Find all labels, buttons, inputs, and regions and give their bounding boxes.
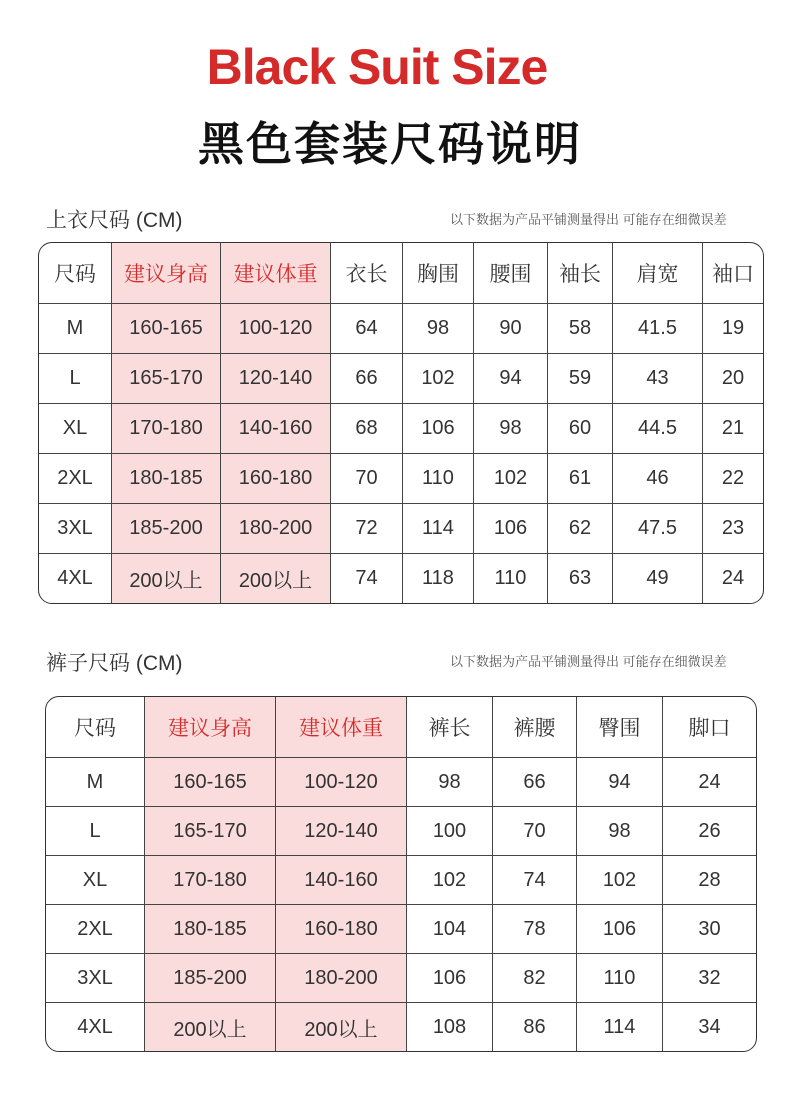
table-cell: 70 — [492, 807, 576, 855]
table-cell: 60 — [547, 404, 612, 453]
table-cell: 30 — [662, 905, 756, 953]
table-cell: 100-120 — [220, 304, 330, 353]
table-cell: 160-165 — [144, 758, 275, 806]
table-row — [46, 953, 756, 1002]
table-cell: 160-165 — [111, 304, 220, 353]
table-cell: 3XL — [77, 966, 113, 989]
trousers-section-note: 以下数据为产品平铺测量得出 可能存在细微误差 — [450, 654, 727, 669]
table-cell: XL — [82, 868, 108, 891]
table-row — [46, 806, 756, 855]
table-cell: L — [69, 367, 81, 389]
table-row — [39, 553, 763, 603]
table-cell: 102 — [406, 856, 492, 904]
table-cell: 165-170 — [144, 807, 275, 855]
table-cell: 94 — [473, 354, 547, 403]
table-cell: 23 — [702, 504, 763, 553]
table-cell: 118 — [402, 554, 473, 603]
table-cell: 82 — [492, 954, 576, 1002]
table-row — [46, 757, 756, 806]
table-cell: 110 — [576, 954, 662, 1002]
table-cell: 185-200 — [111, 504, 220, 553]
table-cell: 160-180 — [275, 905, 406, 953]
table-cell: 74 — [492, 856, 576, 904]
table-cell: 160-180 — [220, 454, 330, 503]
table-cell: 4XL — [77, 1015, 113, 1038]
table-cell: 98 — [406, 758, 492, 806]
table-row — [39, 503, 763, 553]
table-cell: 61 — [547, 454, 612, 503]
table-cell: 120-140 — [220, 354, 330, 403]
column-header: 脚口 — [662, 697, 756, 757]
table-row — [46, 855, 756, 904]
table-cell: 98 — [576, 807, 662, 855]
column-header: 裤腰 — [492, 697, 576, 757]
table-cell: 44.5 — [612, 404, 702, 453]
table-cell: 64 — [330, 304, 402, 353]
table-cell: 47.5 — [612, 504, 702, 553]
table-cell: M — [66, 317, 84, 339]
table-cell: 22 — [702, 454, 763, 503]
table-cell: 70 — [330, 454, 402, 503]
table-cell: 20 — [702, 354, 763, 403]
table-cell: 140-160 — [275, 856, 406, 904]
jacket-section-note: 以下数据为产品平铺测量得出 可能存在细微误差 — [450, 212, 727, 227]
table-cell: 28 — [662, 856, 756, 904]
table-cell: 102 — [473, 454, 547, 503]
table-cell: L — [89, 819, 101, 842]
trousers-size-table — [45, 696, 757, 1052]
column-header: 裤长 — [406, 697, 492, 757]
table-cell: 180-200 — [275, 954, 406, 1002]
table-cell: 72 — [330, 504, 402, 553]
table-cell: 170-180 — [144, 856, 275, 904]
trousers-section-title: 裤子尺码 (CM) — [46, 652, 183, 675]
title-chinese: 黑色套装尺码说明 — [198, 118, 582, 170]
table-cell: XL — [62, 417, 88, 439]
table-cell: 200以上 — [111, 554, 220, 603]
table-cell: 49 — [612, 554, 702, 603]
table-cell: 106 — [406, 954, 492, 1002]
table-cell: 21 — [702, 404, 763, 453]
table-cell: 106 — [402, 404, 473, 453]
table-cell: 106 — [473, 504, 547, 553]
column-header: 尺码 — [54, 263, 96, 286]
jacket-section-title: 上衣尺码 (CM) — [46, 209, 183, 232]
table-cell: 100-120 — [275, 758, 406, 806]
table-cell: 100 — [406, 807, 492, 855]
column-header: 建议体重 — [275, 697, 406, 757]
table-cell: 98 — [402, 304, 473, 353]
table-cell: 63 — [547, 554, 612, 603]
table-cell: 180-185 — [111, 454, 220, 503]
column-header: 腰围 — [473, 243, 547, 303]
table-cell: 200以上 — [275, 1003, 406, 1051]
table-cell: 114 — [402, 504, 473, 553]
table-cell: 68 — [330, 404, 402, 453]
table-cell: 110 — [473, 554, 547, 603]
table-cell: 46 — [612, 454, 702, 503]
table-row — [39, 303, 763, 353]
table-cell: 74 — [330, 554, 402, 603]
table-cell: 26 — [662, 807, 756, 855]
column-header: 臀围 — [576, 697, 662, 757]
table-row — [39, 353, 763, 403]
column-header: 建议身高 — [111, 243, 220, 303]
table-cell: 102 — [402, 354, 473, 403]
table-cell: 59 — [547, 354, 612, 403]
table-cell: 104 — [406, 905, 492, 953]
column-header: 建议体重 — [220, 243, 330, 303]
table-cell: 2XL — [77, 917, 113, 940]
table-cell: 90 — [473, 304, 547, 353]
table-cell: 106 — [576, 905, 662, 953]
table-cell: 78 — [492, 905, 576, 953]
table-header-row — [46, 697, 756, 757]
table-cell: 180-185 — [144, 905, 275, 953]
table-row — [46, 1002, 756, 1051]
table-header-row — [39, 243, 763, 303]
table-cell: 200以上 — [220, 554, 330, 603]
table-cell: 114 — [576, 1003, 662, 1051]
table-cell: 86 — [492, 1003, 576, 1051]
table-cell: 58 — [547, 304, 612, 353]
table-row — [39, 453, 763, 503]
table-cell: 32 — [662, 954, 756, 1002]
table-cell: 19 — [702, 304, 763, 353]
column-header: 袖长 — [547, 243, 612, 303]
column-header: 肩宽 — [612, 243, 702, 303]
table-cell: 170-180 — [111, 404, 220, 453]
table-cell: 24 — [702, 554, 763, 603]
column-header: 袖口 — [702, 243, 763, 303]
table-cell: 62 — [547, 504, 612, 553]
table-cell: 165-170 — [111, 354, 220, 403]
table-cell: 2XL — [57, 467, 93, 489]
table-cell: 110 — [402, 454, 473, 503]
table-cell: 66 — [330, 354, 402, 403]
table-cell: 98 — [473, 404, 547, 453]
table-cell: 180-200 — [220, 504, 330, 553]
table-cell: M — [86, 770, 104, 793]
table-cell: 102 — [576, 856, 662, 904]
column-header: 衣长 — [330, 243, 402, 303]
table-cell: 200以上 — [144, 1003, 275, 1051]
jacket-size-table — [38, 242, 764, 604]
table-cell: 66 — [492, 758, 576, 806]
table-cell: 34 — [662, 1003, 756, 1051]
column-header: 建议身高 — [144, 697, 275, 757]
table-cell: 185-200 — [144, 954, 275, 1002]
table-cell: 24 — [662, 758, 756, 806]
table-cell: 3XL — [57, 517, 93, 539]
table-cell: 43 — [612, 354, 702, 403]
table-cell: 140-160 — [220, 404, 330, 453]
table-cell: 120-140 — [275, 807, 406, 855]
table-cell: 94 — [576, 758, 662, 806]
table-cell: 108 — [406, 1003, 492, 1051]
title-english: Black Suit Size — [206, 39, 548, 95]
column-header: 尺码 — [74, 717, 116, 740]
column-header: 胸围 — [402, 243, 473, 303]
table-cell: 4XL — [57, 567, 93, 589]
table-row — [39, 403, 763, 453]
table-row — [46, 904, 756, 953]
table-cell: 41.5 — [612, 304, 702, 353]
